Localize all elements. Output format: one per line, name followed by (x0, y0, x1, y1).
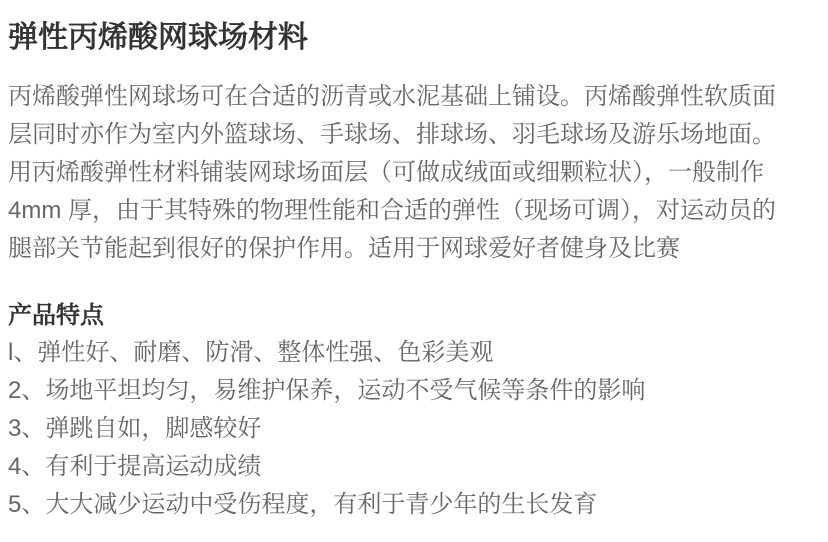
paragraph-line: 4mm 厚，由于其特殊的物理性能和合适的弹性（现场可调），对运动员的 (8, 197, 776, 224)
page-title: 弹性丙烯酸网球场材料 (8, 21, 308, 54)
paragraph-line: 腿部关节能起到很好的保护作用。适用于网球爱好者健身及比赛 (8, 235, 680, 262)
features-heading: 产品特点 (8, 302, 104, 329)
feature-list-item: 3、弹跳自如，脚感较好 (8, 415, 262, 442)
feature-list-item: 2、场地平坦均匀，易维护保养，运动不受气候等条件的影响 (8, 377, 646, 404)
paragraph-line: 用丙烯酸弹性材料铺装网球场面层（可做成绒面或细颗粒状），一般制作 (8, 159, 764, 186)
feature-list-item: 5、大大减少运动中受伤程度，有利于青少年的生长发育 (8, 491, 598, 518)
paragraph-line: 层同时亦作为室内外篮球场、手球场、排球场、羽毛球场及游乐场地面。 (8, 121, 776, 148)
feature-list-item: l、弹性好、耐磨、防滑、整体性强、色彩美观 (8, 339, 494, 366)
feature-list-item: 4、有利于提高运动成绩 (8, 453, 262, 480)
features-list (8, 334, 820, 524)
paragraph-line: 丙烯酸弹性网球场可在合适的沥青或水泥基础上铺设。丙烯酸弹性软质面 (8, 83, 776, 110)
product-intro-paragraph (8, 78, 820, 268)
